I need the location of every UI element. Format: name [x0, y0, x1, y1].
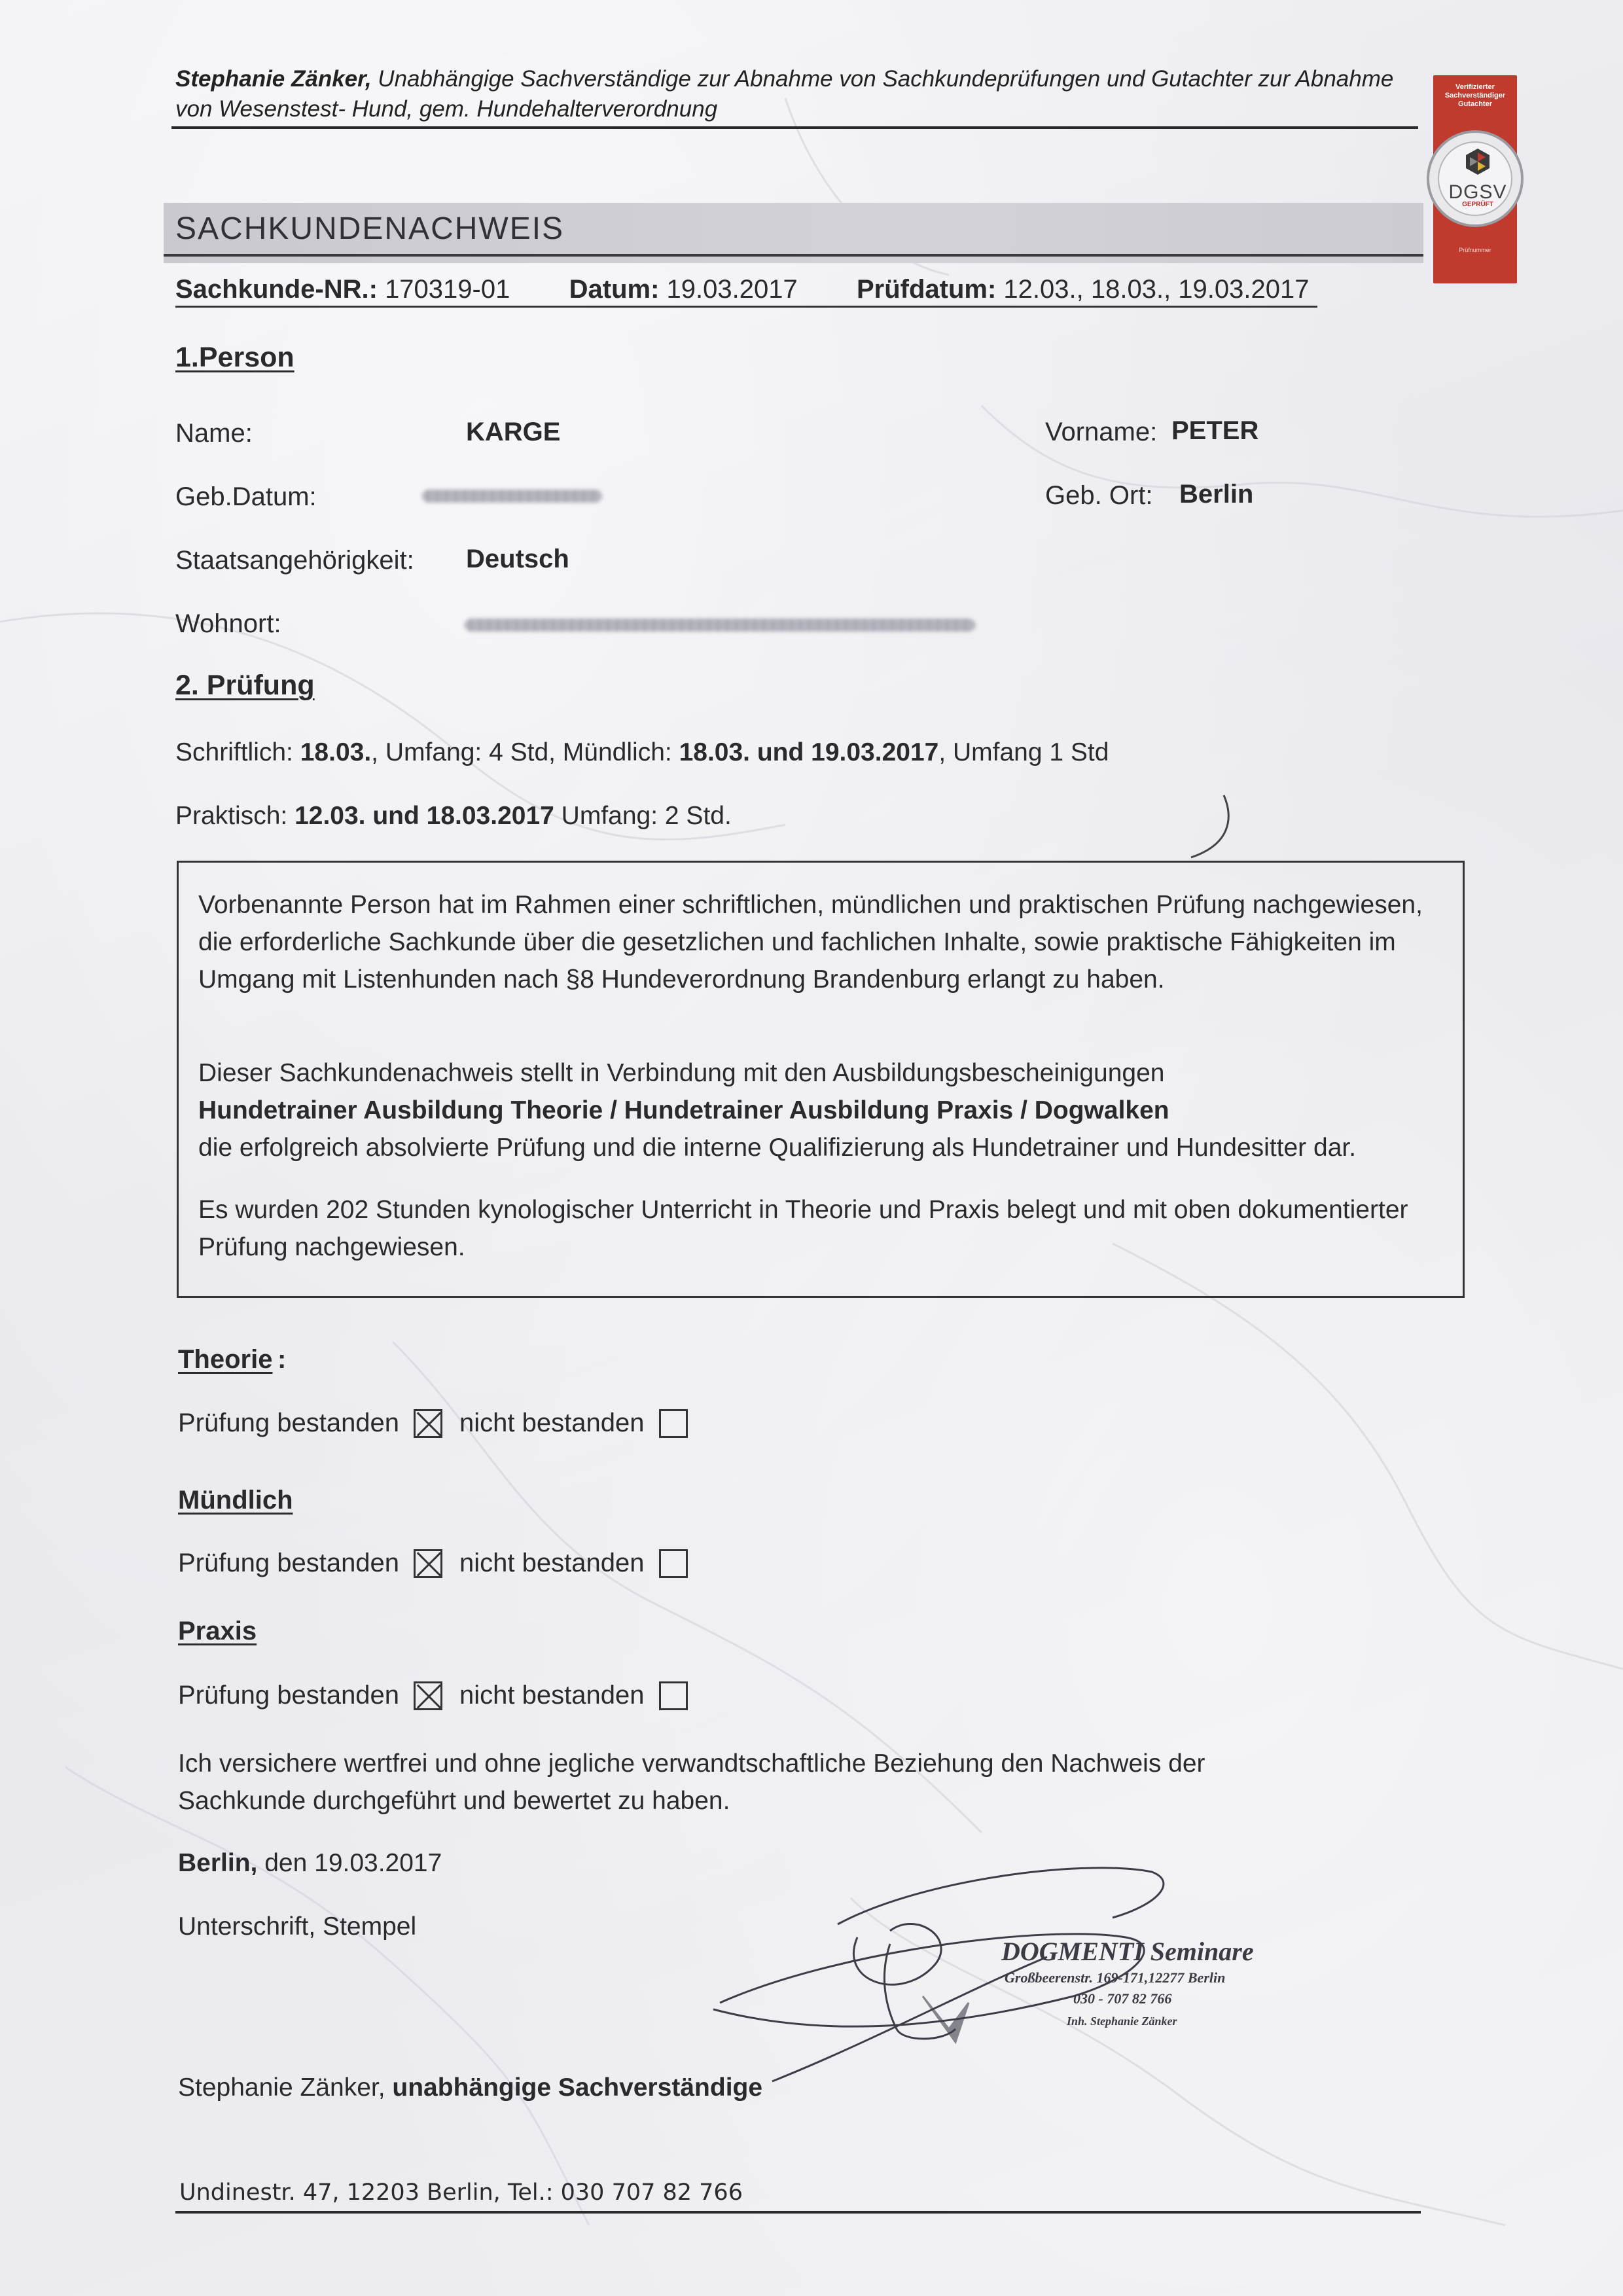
staat-label: Staatsangehörigkeit:	[175, 546, 414, 575]
stamp-phone: 030 - 707 82 766	[1073, 1990, 1172, 2007]
praxis-failed-label: nicht bestanden	[459, 1681, 645, 1710]
statement-p2-bold: Hundetrainer Ausbildung Theorie / Hundetrainer Ausbildung Praxis / Dogwalken	[198, 1096, 1169, 1124]
nr-label: Sachkunde-NR.:	[175, 275, 378, 304]
pruefdatum-value: 12.03., 18.03., 19.03.2017	[1003, 275, 1310, 304]
muendlich-passed-checkbox[interactable]	[414, 1549, 442, 1578]
header-name: Stephanie Zänker,	[175, 66, 372, 92]
praxis-passed-checkbox[interactable]	[414, 1681, 442, 1710]
seal-disc	[1427, 130, 1524, 227]
title-divider	[164, 254, 1423, 257]
name-label: Name:	[175, 419, 253, 448]
muendlich-result-row	[178, 1549, 705, 1578]
schriftlich-date: 18.03.	[300, 738, 372, 766]
document-meta	[175, 275, 1310, 304]
header-divider	[171, 126, 1418, 129]
praktisch-label: Praktisch:	[175, 802, 288, 830]
seal-name: DGSV	[1448, 181, 1507, 203]
schriftlich-line	[175, 738, 1109, 767]
header-description: Unabhängige Sachverständige zur Abnahme von Sachkundeprüfungen und Gutachter zur Abnahme von Wesenstest- Hund, gem. Hundehalterverordnung	[175, 66, 1394, 122]
closing-place: Berlin,	[178, 1849, 258, 1877]
datum-label: Datum:	[569, 275, 660, 304]
stamp-owner: Inh. Stephanie Zänker	[1067, 2015, 1177, 2028]
praktisch-umfang: Umfang: 2 Std.	[561, 802, 732, 830]
place-date-line	[178, 1849, 442, 1878]
stamp-company: DOGMENTI Seminare	[1001, 1937, 1254, 1966]
person-heading: 1.Person	[175, 342, 294, 373]
name-value: KARGE	[466, 418, 561, 446]
gebort-label: Geb. Ort:	[1045, 481, 1153, 510]
gebdatum-redacted	[422, 490, 602, 503]
nr-value: 170319-01	[385, 275, 510, 304]
theorie-passed-checkbox[interactable]	[414, 1409, 442, 1438]
closing-date: den 19.03.2017	[264, 1849, 442, 1877]
pruefung-heading: 2. Prüfung	[175, 670, 315, 701]
stamp-address: Großbeerenstr. 169-171,12277 Berlin	[1005, 1969, 1226, 1986]
theorie-heading-colon: :	[277, 1345, 287, 1374]
praktisch-dates: 12.03. und 18.03.2017	[294, 802, 554, 830]
theorie-result-row	[178, 1408, 705, 1438]
vorname-value: PETER	[1171, 416, 1259, 445]
signer-name: Stephanie Zänker,	[178, 2073, 385, 2102]
statement-p2-line3: die erfolgreich absolvierte Prüfung und die interne Qualifizierung als Hundetrainer und Hundesitter dar.	[198, 1134, 1357, 1162]
statement-box	[177, 861, 1465, 1298]
praxis-result-row	[178, 1681, 705, 1710]
document-title: SACHKUNDENACHWEIS	[175, 211, 565, 246]
signature-label: Unterschrift, Stempel	[178, 1912, 417, 1941]
praxis-failed-checkbox[interactable]	[659, 1681, 688, 1710]
assurance-statement: Ich versichere wertfrei und ohne jegliche verwandtschaftliche Beziehung den Nachweis der Sachkunde durchgeführt und bewertet zu haben.	[178, 1749, 1205, 1815]
praxis-passed-label: Prüfung bestanden	[178, 1681, 400, 1710]
wohnort-redacted	[465, 619, 975, 632]
praxis-heading: Praxis	[178, 1617, 257, 1645]
muendlich-heading: Mündlich	[178, 1486, 293, 1515]
muendlich-dates: 18.03. und 19.03.2017	[679, 738, 939, 766]
footer-divider	[175, 2211, 1421, 2214]
theorie-heading: Theorie	[178, 1345, 273, 1374]
header-text	[175, 64, 1419, 124]
signer-line	[178, 2073, 762, 2102]
theorie-failed-checkbox[interactable]	[659, 1409, 688, 1438]
vorname-label: Vorname:	[1045, 418, 1158, 446]
statement-paragraph-2	[198, 1054, 1455, 1166]
muendlich-umfang: , Umfang 1 Std	[938, 738, 1109, 766]
company-stamp	[1001, 1936, 1342, 2033]
seal-top-text: Verifizierter Sachverständiger Gutachter	[1444, 83, 1506, 108]
seal-bottom-text: Prüfnummer	[1459, 247, 1491, 253]
dgsv-seal	[1433, 75, 1517, 283]
statement-p2-line1: Dieser Sachkundenachweis stellt in Verbindung mit den Ausbildungsbescheinigungen	[198, 1059, 1165, 1087]
seal-emblem-icon	[1463, 147, 1492, 176]
statement-paragraph-3: Es wurden 202 Stunden kynologischer Unterricht in Theorie und Praxis belegt und mit oben dokumentierter Prüfung nachgewiesen.	[198, 1196, 1408, 1261]
theorie-passed-label: Prüfung bestanden	[178, 1408, 400, 1437]
praktisch-line	[175, 802, 732, 831]
muendlich-passed-label: Prüfung bestanden	[178, 1549, 400, 1577]
schriftlich-umfang: , Umfang: 4 Std, Mündlich:	[371, 738, 672, 766]
schriftlich-label: Schriftlich:	[175, 738, 293, 766]
muendlich-failed-checkbox[interactable]	[659, 1549, 688, 1578]
gebort-value: Berlin	[1179, 480, 1254, 509]
staat-value: Deutsch	[466, 545, 569, 573]
pruefdatum-label: Prüfdatum:	[856, 275, 997, 304]
meta-underline	[175, 306, 1317, 308]
footer-address: Undinestr. 47, 12203 Berlin, Tel.: 030 707 82 766	[179, 2179, 743, 2206]
theorie-failed-label: nicht bestanden	[459, 1408, 645, 1437]
signer-role: unabhängige Sachverständige	[392, 2073, 763, 2102]
statement-paragraph-1: Vorbenannte Person hat im Rahmen einer schriftlichen, mündlichen und praktischen Prüfung nachgewiesen, die erforderliche Sachkunde über die gesetzlichen und fachlichen Inhalte, sowie praktische Fähigkeiten im Umgang mit Listenhunden nach §8 Hundeverordnung Brandenburg erlangt zu haben.	[198, 891, 1423, 994]
muendlich-failed-label: nicht bestanden	[459, 1549, 645, 1577]
datum-value: 19.03.2017	[666, 275, 798, 304]
seal-sub: GEPRÜFT	[1462, 201, 1493, 208]
wohnort-label: Wohnort:	[175, 609, 281, 638]
pen-mark	[1185, 792, 1243, 864]
gebdatum-label: Geb.Datum:	[175, 482, 317, 511]
